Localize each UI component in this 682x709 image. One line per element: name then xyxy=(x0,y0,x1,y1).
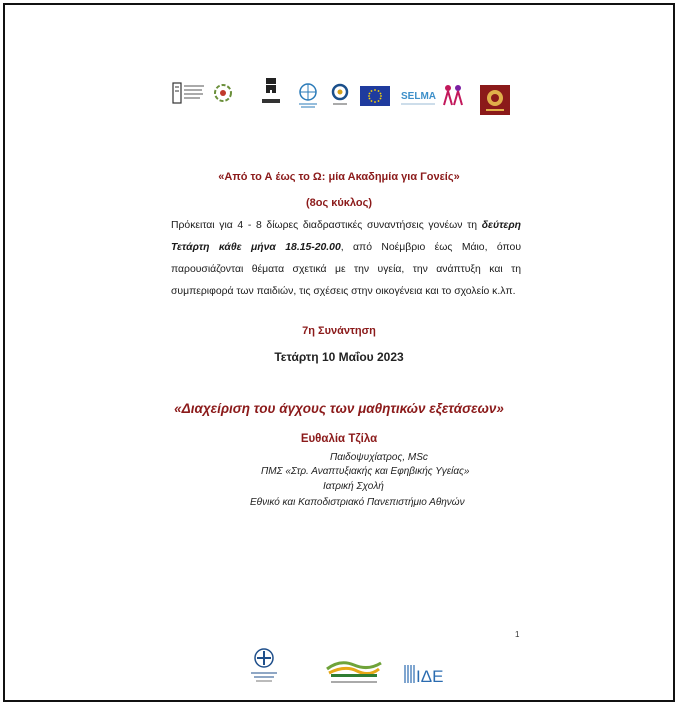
cycle-label: (8ος κύκλος) xyxy=(305,197,373,209)
greek-ministry-logo xyxy=(260,77,282,107)
world-health-organization-logo xyxy=(293,81,323,111)
series-title: «Από το Α έως το Ω: μία Ακαδημία για Γονείς» xyxy=(218,171,460,183)
regional-emblem-logo xyxy=(330,81,350,109)
document-page xyxy=(3,3,675,702)
health-institute-logo xyxy=(172,81,206,105)
speaker-title: Παιδοψυχίατρος, MSc xyxy=(330,452,428,463)
meeting-date: Τετάρτη 10 Μαΐου 2023 xyxy=(274,350,404,364)
lecture-topic: «Διαχείριση του άγχους των μαθητικών εξετάσεων» xyxy=(174,401,504,416)
figure-logo xyxy=(440,83,466,107)
selma-logo xyxy=(400,86,438,108)
svg-text:ΙΔΕ: ΙΔΕ xyxy=(416,667,444,685)
page-number: 1 xyxy=(515,630,520,639)
speaker-name: Ευθαλία Τζίλα xyxy=(300,433,378,445)
ide-logo xyxy=(403,661,449,685)
landscape-logo xyxy=(325,657,383,687)
header-logo-strip xyxy=(5,77,673,117)
meeting-number: 7η Συνάντηση xyxy=(302,325,376,337)
society-seal-logo xyxy=(480,85,510,115)
speaker-program: ΠΜΣ «Στρ. Αναπτυξιακής και Εφηβικής Υγείας» xyxy=(261,466,470,477)
intro-text-start: Πρόκειται για 4 - 8 δίωρες διαδραστικές συναντήσεις γονέων τη xyxy=(171,220,478,231)
intro-text-end: , από Νοέμβριο έως Μάιο, όπου παρουσιάζονται θέματα σχετικά με την υγεία, την ανάπτυξη και τη συμπεριφορά των παιδιών, τις σχέσεις στην οικογένεια και το σχολείο κ.λπ. xyxy=(171,242,521,297)
speaker-university: Εθνικό και Καποδιστριακό Πανεπιστήμιο Αθηνών xyxy=(250,497,465,508)
intro-schedule-emphasis: δεύτερη Τετάρτη κάθε μήνα 18.15-20.00 xyxy=(171,220,522,253)
speaker-school: Ιατρική Σχολή xyxy=(323,481,384,492)
european-union-flag-logo xyxy=(360,86,390,106)
intro-paragraph xyxy=(171,215,521,303)
hellenic-republic-logo xyxy=(249,647,279,685)
circle-network-logo xyxy=(211,82,235,104)
svg-text:SELMA: SELMA xyxy=(401,91,436,102)
